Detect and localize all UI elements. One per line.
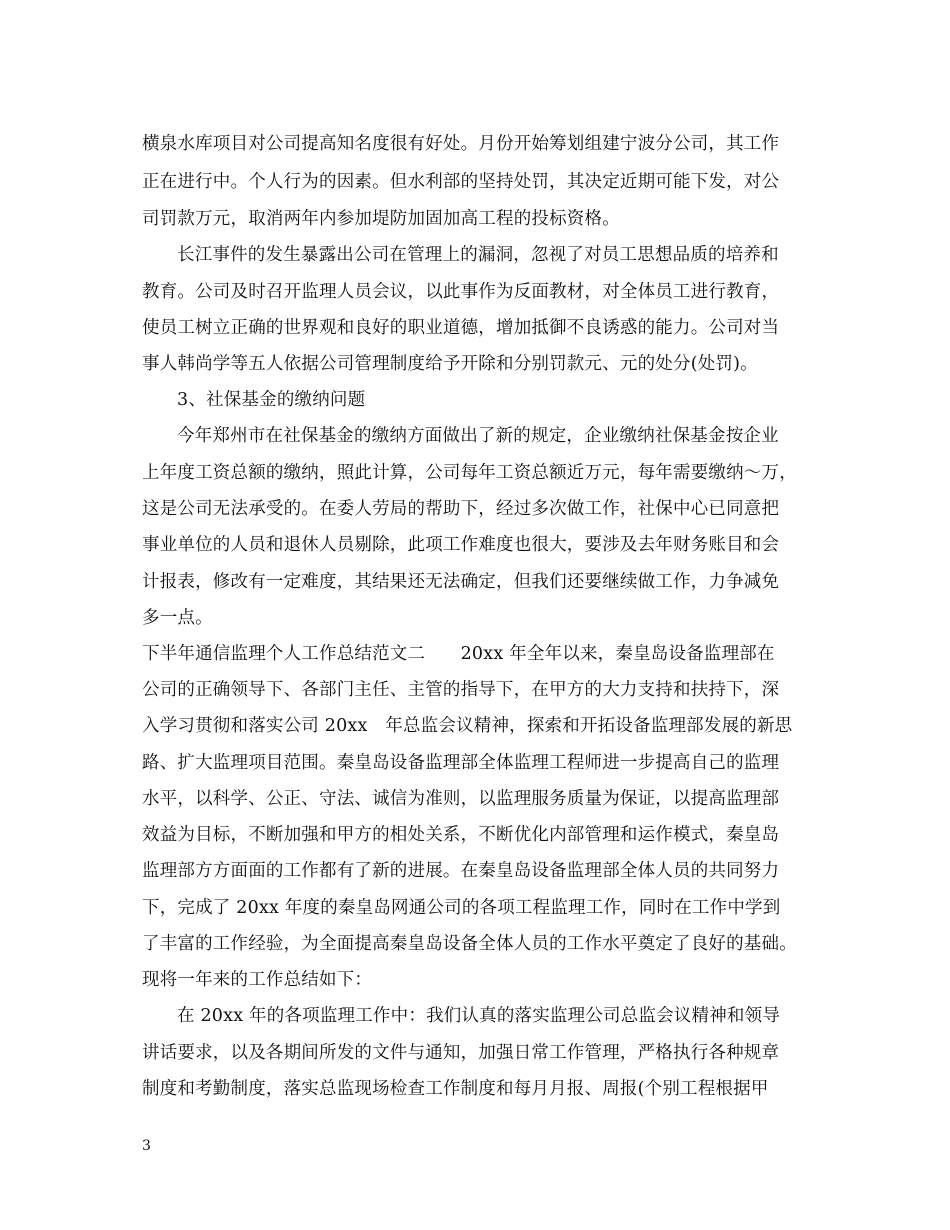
text-line: 监理部方方面面的工作都有了新的进展。在秦皇岛设备监理部全体人员的共同努力 — [142, 861, 780, 881]
text-line: 水平，以科学、公正、守法、诚信为准则，以监理服务质量为保证，以提高监理部 — [142, 789, 780, 809]
text-line: 下，完成了 20xx 年度的秦皇岛网通公司的各项工程监理工作，同时在工作中学到 — [142, 898, 781, 918]
text-line: 司罚款万元，取消两年内参加堤防加固加高工程的投标资格。 — [142, 209, 620, 229]
text-line: 制度和考勤制度，落实总监现场检查工作制度和每月月报、周报(个别工程根据甲 — [142, 1079, 769, 1099]
text-line: 使员工树立正确的世界观和良好的职业道德，增加抵御不良诱惑的能力。公司对当 — [142, 318, 780, 338]
text-line: 正在进行中。个人行为的因素。但水利部的坚持处罚，其决定近期可能下发，对公 — [142, 172, 780, 192]
text-line: 多一点。 — [142, 608, 213, 628]
text-line: 入学习贯彻和落实公司 20xx 年总监会议精神，探索和开拓设备监理部发展的新思 — [142, 716, 793, 736]
text-line: 这是公司无法承受的。在委人劳局的帮助下，经过多次做工作，社保中心已同意把 — [142, 499, 780, 519]
text-line: 效益为目标，不断加强和甲方的相处关系，不断优化内部管理和运作模式，秦皇岛 — [142, 825, 780, 845]
text-line: 上年度工资总额的缴纳，照此计算，公司每年工资总额近万元，每年需要缴纳～万， — [142, 463, 797, 483]
page-number: 3 — [142, 1138, 151, 1154]
text-line: 教育。公司及时召开监理人员会议，以此事作为反面教材，对全体员工进行教育， — [142, 282, 780, 302]
text-line: 横泉水库项目对公司提高知名度很有好处。月份开始筹划组建宁波分公司，其工作 — [142, 134, 780, 154]
text-line: 了丰富的工作经验，为全面提高秦皇岛设备全体人员的工作水平奠定了良好的基础。 — [142, 934, 797, 954]
text-line: 在 20xx 年的各项监理工作中：我们认真的落实监理公司总监会议精神和领导 — [177, 1006, 781, 1026]
text-line: 长江事件的发生暴露出公司在管理上的漏洞，忽视了对员工思想品质的培养和 — [177, 245, 779, 265]
text-line: 今年郑州市在社保基金的缴纳方面做出了新的规定，企业缴纳社保基金按企业 — [177, 426, 779, 446]
text-line: 讲话要求，以及各期间所发的文件与通知，加强日常工作管理，严格执行各种规章 — [142, 1043, 780, 1063]
text-line: 现将一年来的工作总结如下： — [142, 970, 373, 990]
text-line: 路、扩大监理项目范围。秦皇岛设备监理部全体监理工程师进一步提高自己的监理 — [142, 753, 780, 773]
text-line: 事业单位的人员和退休人员剔除，此项工作难度也很大，要涉及去年财务账目和会 — [142, 535, 780, 555]
text-line: 计报表，修改有一定难度，其结果还无法确定，但我们还要继续做工作，力争减免 — [142, 572, 780, 592]
text-line: 事人韩尚学等五人依据公司管理制度给予开除和分别罚款元、元的处分(处罚)。 — [142, 354, 758, 374]
section-heading: 3、社保基金的缴纳问题 — [177, 390, 366, 410]
text-line: 下半年通信监理个人工作总结范文二 20xx 年全年以来，秦皇岛设备监理部在 — [142, 644, 775, 664]
text-line: 公司的正确领导下、各部门主任、主管的指导下，在甲方的大力支持和扶持下，深 — [142, 680, 780, 700]
